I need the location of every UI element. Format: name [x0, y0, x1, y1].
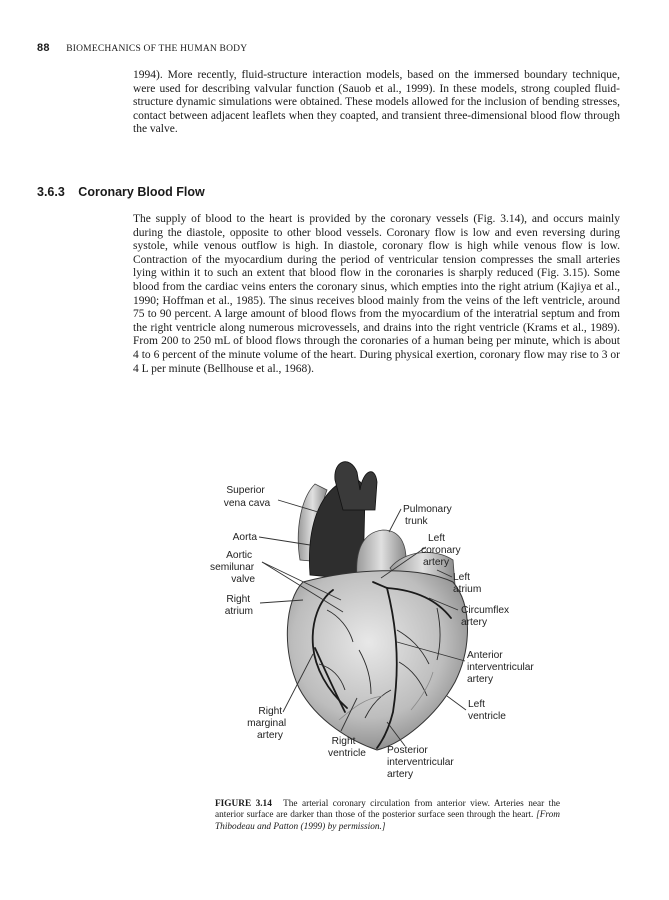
label-anterior-interventricular-artery: Anterior interventricular artery	[467, 650, 534, 685]
figure-caption-label: FIGURE 3.14	[215, 799, 272, 809]
label-posterior-interventricular-artery: Posterior interventricular artery	[387, 745, 454, 780]
label-superior-vena-cava: Superior vena cava	[223, 485, 271, 509]
label-right-marginal-artery: Right marginal artery	[247, 706, 287, 741]
heart-body-shape	[287, 571, 467, 750]
paragraph-coronary-flow: The supply of blood to the heart is provided by the coronary vessels (Fig. 3.14), and occurs mainly during the diastole, opposite to other blood vessels. Coronary flow is low and even reversing during systole, while venous outflow is high. In diastole, coronary flow is high while venous flow is low. Contraction of the myocardium during the period of ventricular tension compresses the small arteries lying within it to such an extent that blood flow in the coronaries is sharply reduced (Fig. 3.15). Some blood from the cardiac veins enters the coronary sinus, which empties into the right atrium (Kajiya et al., 1990; Hoffman et al., 1985). The sinus receives blood mainly from the veins of the left ventricle, around 75 to 90 percent. A large amount of blood flows from the myocardium of the interatrial septum and from the right ventricle along numerous microvessels, and drains into the right ventricle (Krams et al., 1989). From 200 to 250 mL of blood flows through the coronaries of a human being per minute, which is about 4 to 6 percent of the minute volume of the heart. During physical exertion, coronary flow may rise to 3 or 4 L per minute (Bellhouse et al., 1968).	[133, 213, 620, 375]
running-header	[37, 42, 637, 54]
label-right-ventricle: Right ventricle	[328, 736, 366, 759]
coronary-circulation-figure	[209, 450, 535, 795]
section-number: 3.6.3	[37, 185, 65, 199]
running-title: BIOMECHANICS OF THE HUMAN BODY	[66, 44, 248, 54]
figure-caption-text: The arterial coronary circulation from anterior view. Arteries near the anterior surface are darker than those of the posterior surface seen through the heart.	[215, 799, 560, 821]
label-left-ventricle: Left ventricle	[468, 699, 506, 722]
label-circumflex-artery: Circumflex artery	[461, 605, 510, 628]
label-aorta: Aorta	[232, 532, 257, 543]
page-number: 88	[37, 42, 50, 54]
section-title: Coronary Blood Flow	[78, 185, 205, 199]
figure-caption	[215, 799, 560, 833]
label-aortic-semilunar-valve: Aortic semilunar valve	[209, 550, 255, 585]
figure-caption-credit: [From Thibodeau and Patton (1999) by permission.]	[215, 810, 561, 832]
section-heading	[37, 185, 205, 199]
label-left-atrium: Left atrium	[453, 572, 482, 595]
label-right-atrium: Right atrium	[224, 594, 253, 617]
paragraph-valve-models: 1994). More recently, fluid-structure interaction models, based on the immersed boundary technique, were used for describing valvular function (Sauob et al., 1999). In these models, strong coupled fluid-structure dynamic simulations were obtained. These models allowed for the inclusion of bending stresses, contact between adjacent leaflets when they coapted, and transient three-dimensional blood flow through the valve.	[133, 69, 620, 136]
great-vessels-shape	[335, 462, 377, 510]
label-left-coronary-artery: Left coronary artery	[421, 533, 461, 568]
label-pulmonary-trunk: Pulmonary trunk	[403, 504, 452, 527]
